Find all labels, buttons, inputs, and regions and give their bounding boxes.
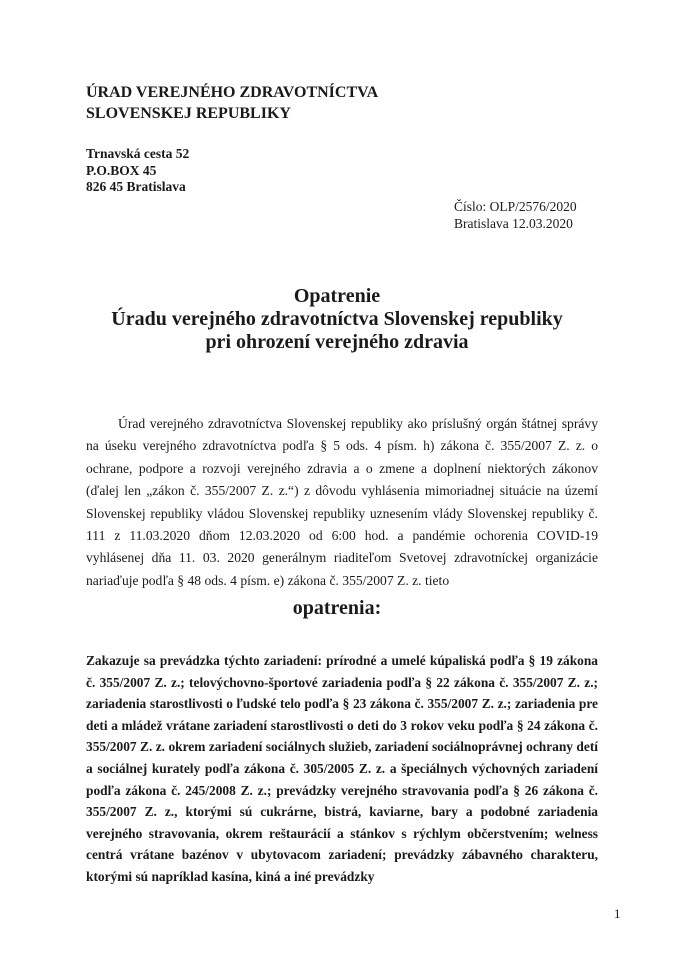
title-line3: pri ohrození verejného zdravia: [205, 331, 469, 353]
document-reference: [454, 198, 577, 232]
office-name-line1: ÚRAD VEREJNÉHO ZDRAVOTNÍCTVA: [86, 84, 379, 101]
reference-number: Číslo: OLP/2576/2020: [454, 199, 577, 214]
address-pobox: P.O.BOX 45: [86, 162, 157, 178]
title-line1: Opatrenie: [293, 285, 381, 307]
intro-section: [86, 413, 598, 592]
document-title: [60, 285, 614, 354]
measures-section: [86, 650, 598, 888]
measures-heading: opatrenia:: [292, 597, 382, 619]
page-number: 1: [614, 906, 621, 921]
address-city: 826 45 Bratislava: [86, 179, 186, 194]
office-name-line2: SLOVENSKEJ REPUBLIKY: [86, 105, 291, 122]
measures-paragraph: Zakazuje sa prevádzka týchto zariadení: prírodné a umelé kúpaliská podľa § 19 zákona č. 355/2007 Z. z.; telovýchovno-športové zariadenia podľa § 22 zákona č. 355/2007 Z. z.; zariadenia starostlivosti o ľudské telo podľa § 23 zákona č. 355/2007 Z. z.; zariadenia pre deti a mládež vrátane zariadení starostlivosti o deti do 3 rokov veku podľa § 24 zákona č. 355/2007 Z. z. okrem zariadení sociálnych služieb, zariadení sociálnoprávnej ochrany detí a sociálnej kurately podľa zákona č. 305/2005 Z. z. a špeciálnych výchovných zariadení podľa zákona č. 245/2008 Z. z.; prevádzky verejného stravovania podľa § 26 zákona č. 355/2007 Z. z., ktorými sú cukrárne, bistrá, kaviarne, bary a podobné zariadenia verejného stravovania, okrem reštaurácií a stánkov s rýchlym občerstvením; welness centrá vrátane bazénov v ubytovacom zariadení; prevádzky zábavného charakteru, ktorými sú napríklad kasína, kiná a iné prevádzky: [86, 653, 598, 884]
address-street: Trnavská cesta 52: [86, 146, 190, 161]
issuing-office: [86, 82, 378, 124]
intro-paragraph: Úrad verejného zdravotníctva Slovenskej republiky ako príslušný orgán štátnej správy na úseku verejného zdravotníctva podľa § 5 ods. 4 písm. h) zákona č. 355/2007 Z. z. o ochrane, podpore a rozvoji verejného zdravia a o zmene a doplnení niektorých zákonov (ďalej len „zákon č. 355/2007 Z. z.“) z dôvodu vyhlásenia mimoriadnej situácie na území Slovenskej republiky vládou Slovenskej republiky uznesením vlády Slovenskej republiky č. 111 z 11.03.2020 dňom 12.03.2020 od 6:00 hod. a pandémie ochorenia COVID-19 vyhlásenej dňa 11. 03. 2020 generálnym riaditeľom Svetovej zdravotníckej organizácie nariaďuje podľa § 48 ods. 4 písm. e) zákona č. 355/2007 Z. z. tieto: [86, 416, 598, 588]
title-line2: Úradu verejného zdravotníctva Slovenskej republiky: [111, 308, 563, 330]
reference-date: Bratislava 12.03.2020: [454, 216, 573, 231]
office-address: [86, 146, 189, 196]
